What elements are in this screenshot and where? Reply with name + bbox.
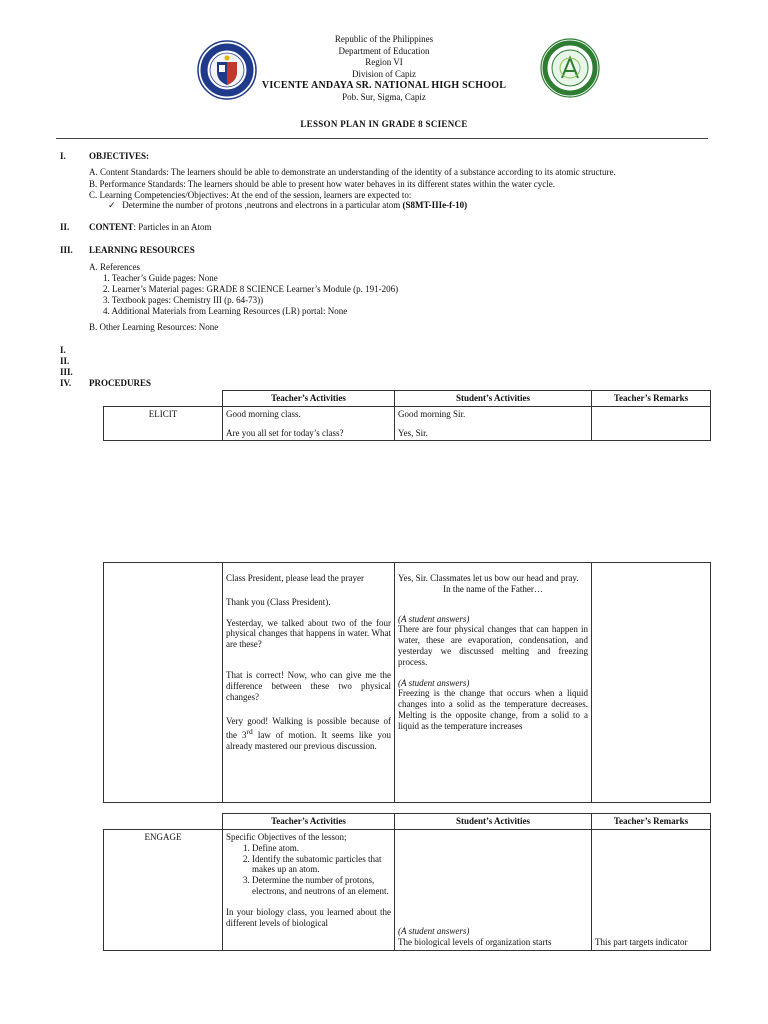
stray-numeral: I. [60,345,66,355]
header-division: Division of Capiz [352,68,416,79]
checkmark-icon: ✓ [108,200,116,210]
other-resources: B. Other Learning Resources: None [89,322,219,332]
objective-item: 2. Identify the subatomic particles that makes up an atom. [252,854,391,876]
content-text: : Particles in an Atom [133,222,212,232]
section-label: OBJECTIVES: [89,151,150,161]
section-number: II. [60,222,70,232]
remarks-cell [592,563,711,803]
objective-item: 1. Define atom. [252,843,391,854]
learning-competencies: C. Learning Competencies/Objectives: At the end of the session, learners are expected to: [89,190,412,200]
objective-item: 3. Determine the number of protons, electrons, and neutrons of an element. [252,875,391,897]
col-header-student: Student’s Activities [395,391,592,407]
superscript: rd [246,727,253,737]
col-header-student: Student’s Activities [395,814,592,830]
student-line: Good morning Sir. [398,408,466,419]
document-title: LESSON PLAN IN GRADE 8 SCIENCE [300,119,468,129]
procedures-table-continued [103,562,711,803]
reference-item: 2. Learner’s Material pages: GRADE 8 SCIENCE Learner’s Module (p. 191-206) [103,284,399,294]
col-header-remarks: Teacher’s Remarks [592,814,711,830]
teacher-line: That is correct! Now, who can give me the difference between these two physical changes? [226,669,391,702]
student-line: In the name of the Father… [443,583,543,594]
student-answer-label: (A student answers) [398,677,470,688]
teacher-line: Class President, please lead the prayer [226,573,364,583]
section-procedures [60,378,151,389]
reference-item: 4. Additional Materials from Learning Resources (LR) portal: None [103,306,348,316]
col-header-teacher: Teacher’s Activities [223,814,395,830]
reference-item: 1. Teacher’s Guide pages: None [103,273,218,283]
header-republic: Republic of the Philippines [334,34,434,44]
competency-item [108,200,467,211]
remarks-cell [592,406,711,441]
teacher-activity-cell [223,830,395,951]
phase-label-cell [104,563,223,803]
procedures-table-elicit [103,390,711,441]
section-label: CONTENT [89,222,134,232]
section-label: LEARNING RESOURCES [89,245,195,255]
teacher-line: Thank you (Class President). [226,596,331,607]
blank-header-cell [104,391,223,407]
blank-header-cell [104,814,223,830]
phase-label-elicit: ELICIT [104,406,223,441]
col-header-teacher: Teacher’s Activities [223,391,395,407]
competency-text: Determine the number of protons ,neutrons and electrons in a particular atom [122,200,401,210]
section-number: III. [60,245,73,255]
teacher-line: Are you all set for today’s class? [226,427,344,438]
stray-numeral: III. [60,367,73,377]
section-number: IV. [60,378,72,388]
section-number: I. [60,151,66,161]
remarks-cell [592,830,711,951]
teacher-line: Specific Objectives of the lesson; [226,832,347,842]
content-standards: A. Content Standards: The learners should be able to demonstrate an understanding of the identity of a substance according to its atomic structure. [89,167,616,177]
teacher-line [226,716,391,751]
student-line: Yes, Sir. [398,427,428,438]
section-label: PROCEDURES [89,378,152,388]
stray-numeral: II. [60,356,70,366]
competency-code: (S8MT-IIIe-f-10) [402,200,468,210]
student-activity-cell [395,406,592,441]
student-line: Freezing is the change that occurs when a liquid changes into a solid as the temperature decreases. Melting is the opposite change, from a solid to a liquid as the temperature increases [398,688,588,731]
student-line: Yes, Sir. Classmates let us bow our head and pray. [398,573,579,583]
section-objectives [60,151,149,162]
section-learning-resources [60,245,195,256]
teacher-text: Very good! Walking is possible because of the 3 [226,716,391,741]
section-content [60,222,212,233]
col-header-remarks: Teacher’s Remarks [592,391,711,407]
student-line: The biological levels of organization starts [398,936,552,947]
teacher-activity-cell [223,563,395,803]
teacher-text: law of motion. It seems like you already mastered our previous discussion. [226,730,391,751]
teacher-activity-cell [223,406,395,441]
student-answer-label: (A student answers) [398,926,470,936]
teacher-line: In your biology class, you learned about the different levels of biological [226,906,391,928]
student-line: There are four physical changes that can happen in water, these are evaporation, condensation, and yesterday we discussed melting and freezing process. [398,624,588,667]
teacher-line: Good morning class. [226,408,301,419]
remark-text: This part targets indicator [595,937,688,947]
header-address: Pob. Sur, Sigma, Capiz [342,91,426,102]
references-heading: A. References [89,262,140,272]
header-region: Region VI [365,57,403,67]
student-answer-label: (A student answers) [398,613,470,624]
header-school-name: VICENTE ANDAYA SR. NATIONAL HIGH SCHOOL [261,80,507,91]
reference-item: 3. Textbook pages: Chemistry III (p. 64-73)) [103,295,264,305]
document-header [0,34,768,103]
header-department: Department of Education [338,45,430,56]
phase-label-engage: ENGAGE [104,830,223,951]
procedures-table-engage [103,813,711,951]
header-divider [56,138,708,139]
student-activity-cell [395,830,592,951]
student-activity-cell [395,563,592,803]
performance-standards: B. Performance Standards: The learners should be able to present how water behaves in its different states within the water cycle. [89,179,556,189]
teacher-line: Yesterday, we talked about two of the four physical changes that happens in water. What are these? [226,617,391,650]
